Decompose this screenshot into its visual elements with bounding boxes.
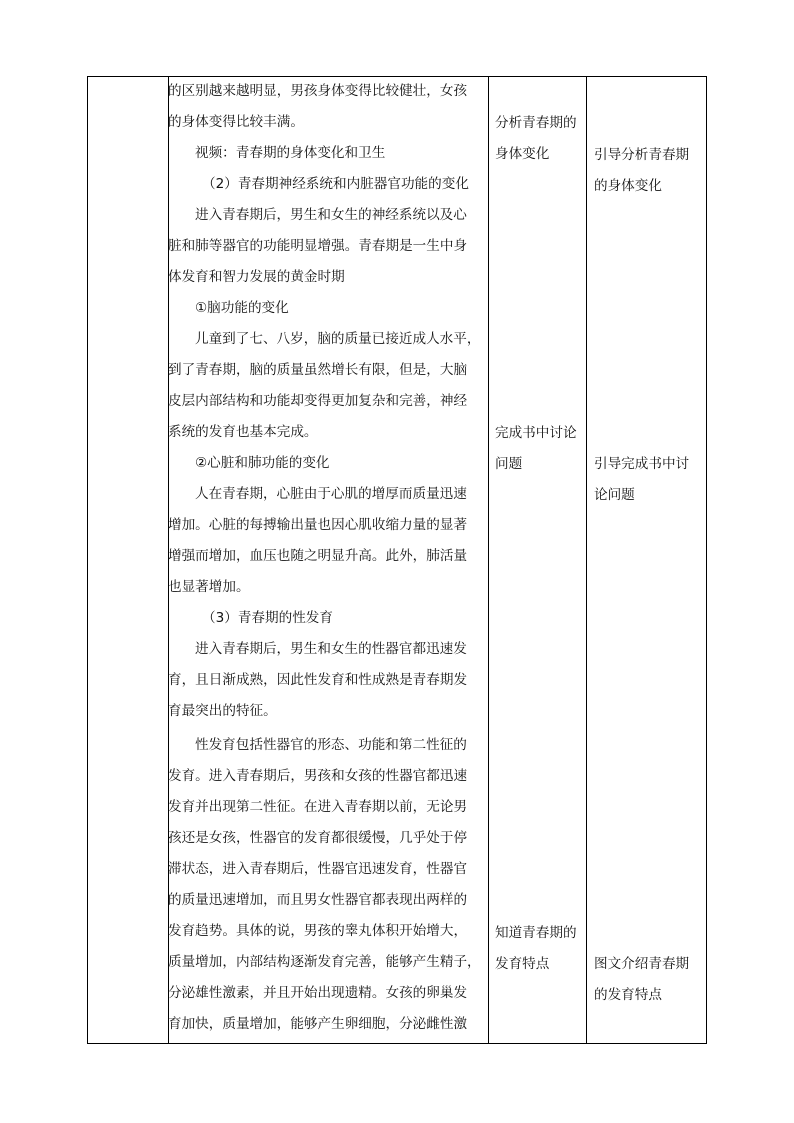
column-divider (488, 77, 489, 1043)
content-line: 系统的发育也基本完成。 (168, 424, 318, 440)
content-line: 的身体变得比较丰满。 (168, 114, 304, 130)
content-line: （3）青春期的性发育 (202, 610, 333, 626)
content-line: 发育。进入青春期后，男孩和女孩的性器官都迅速 (168, 768, 468, 784)
content-line: 体发育和智力发展的黄金时期 (168, 269, 345, 285)
student-activity-text: 知道青春期的 (495, 925, 577, 941)
content-line: 性发育包括性器官的形态、功能和第二性征的 (195, 737, 467, 753)
content-line: （2）青春期神经系统和内脏器官功能的变化 (202, 176, 469, 192)
content-line: 孩还是女孩，性器官的发育都很缓慢，几乎处于停 (168, 830, 468, 846)
content-line: 视频：青春期的身体变化和卫生 (195, 145, 386, 161)
teacher-activity-text: 的身体变化 (594, 178, 662, 194)
teacher-activity-text: 论问题 (594, 487, 635, 503)
content-line: 进入青春期后，男生和女生的性器官都迅速发 (195, 641, 467, 657)
student-activity-text: 问题 (495, 456, 523, 472)
content-line: 人在青春期，心脏由于心肌的增厚而质量迅速 (195, 486, 467, 502)
content-line: 质量增加，内部结构逐渐发育完善，能够产生精子， (168, 954, 481, 970)
teacher-activity-3 (594, 949, 689, 1011)
content-line: ②心脏和肺功能的变化 (195, 455, 330, 471)
content-line: 的质量迅速增加，而且男女性器官都表现出两样的 (168, 892, 468, 908)
content-line: 进入青春期后，男生和女生的神经系统以及心 (195, 207, 467, 223)
content-line: 儿童到了七、八岁，脑的质量已接近成人水平， (195, 331, 481, 347)
content-line: 的区别越来越明显，男孩身体变得比较健壮，女孩 (168, 83, 468, 99)
student-activity-text: 身体变化 (495, 146, 550, 162)
content-line: 增加。心脏的每搏输出量也因心肌收缩力量的显著 (168, 517, 468, 533)
teacher-activity-2 (594, 449, 689, 511)
teacher-activity-1 (594, 140, 689, 202)
student-activity-text: 发育特点 (495, 956, 550, 972)
content-line: 滞状态，进入青春期后，性器官迅速发育，性器官 (168, 861, 468, 877)
student-activity-text: 分析青春期的 (495, 115, 577, 131)
student-activity-2 (495, 418, 577, 480)
content-line: 育最突出的特征。 (168, 703, 277, 719)
content-line: 皮层内部结构和功能却变得更加复杂和完善，神经 (168, 393, 468, 409)
teacher-activity-text: 图文介绍青春期 (594, 956, 690, 972)
student-activity-1 (495, 108, 577, 170)
content-line: 发育并出现第二性征。在进入青春期以前，无论男 (168, 799, 468, 815)
content-line: ①脑功能的变化 (195, 300, 289, 316)
teaching-content-column (168, 76, 488, 1040)
content-line: 也显著增加。 (168, 579, 250, 595)
teacher-activity-text: 的发育特点 (594, 987, 662, 1003)
content-line: 脏和肺等器官的功能明显增强。青春期是一生中身 (168, 238, 468, 254)
content-line: 增强而增加，血压也随之明显升高。此外，肺活量 (168, 548, 468, 564)
teacher-activity-text: 引导完成书中讨 (594, 456, 690, 472)
student-activity-3 (495, 918, 577, 980)
column-divider (586, 77, 587, 1043)
student-activity-text: 完成书中讨论 (495, 425, 577, 441)
content-line: 育，且日渐成熟，因此性发育和性成熟是青春期发 (168, 672, 468, 688)
content-line: 育加快，质量增加，能够产生卵细胞，分泌雌性激 (168, 1016, 468, 1032)
content-line: 发育趋势。具体的说，男孩的睾丸体积开始增大， (168, 923, 468, 939)
content-line: 到了青春期，脑的质量虽然增长有限，但是，大脑 (168, 362, 468, 378)
content-line: 分泌雄性激素，并且开始出现遗精。女孩的卵巢发 (168, 985, 468, 1001)
teacher-activity-text: 引导分析青春期 (594, 147, 690, 163)
